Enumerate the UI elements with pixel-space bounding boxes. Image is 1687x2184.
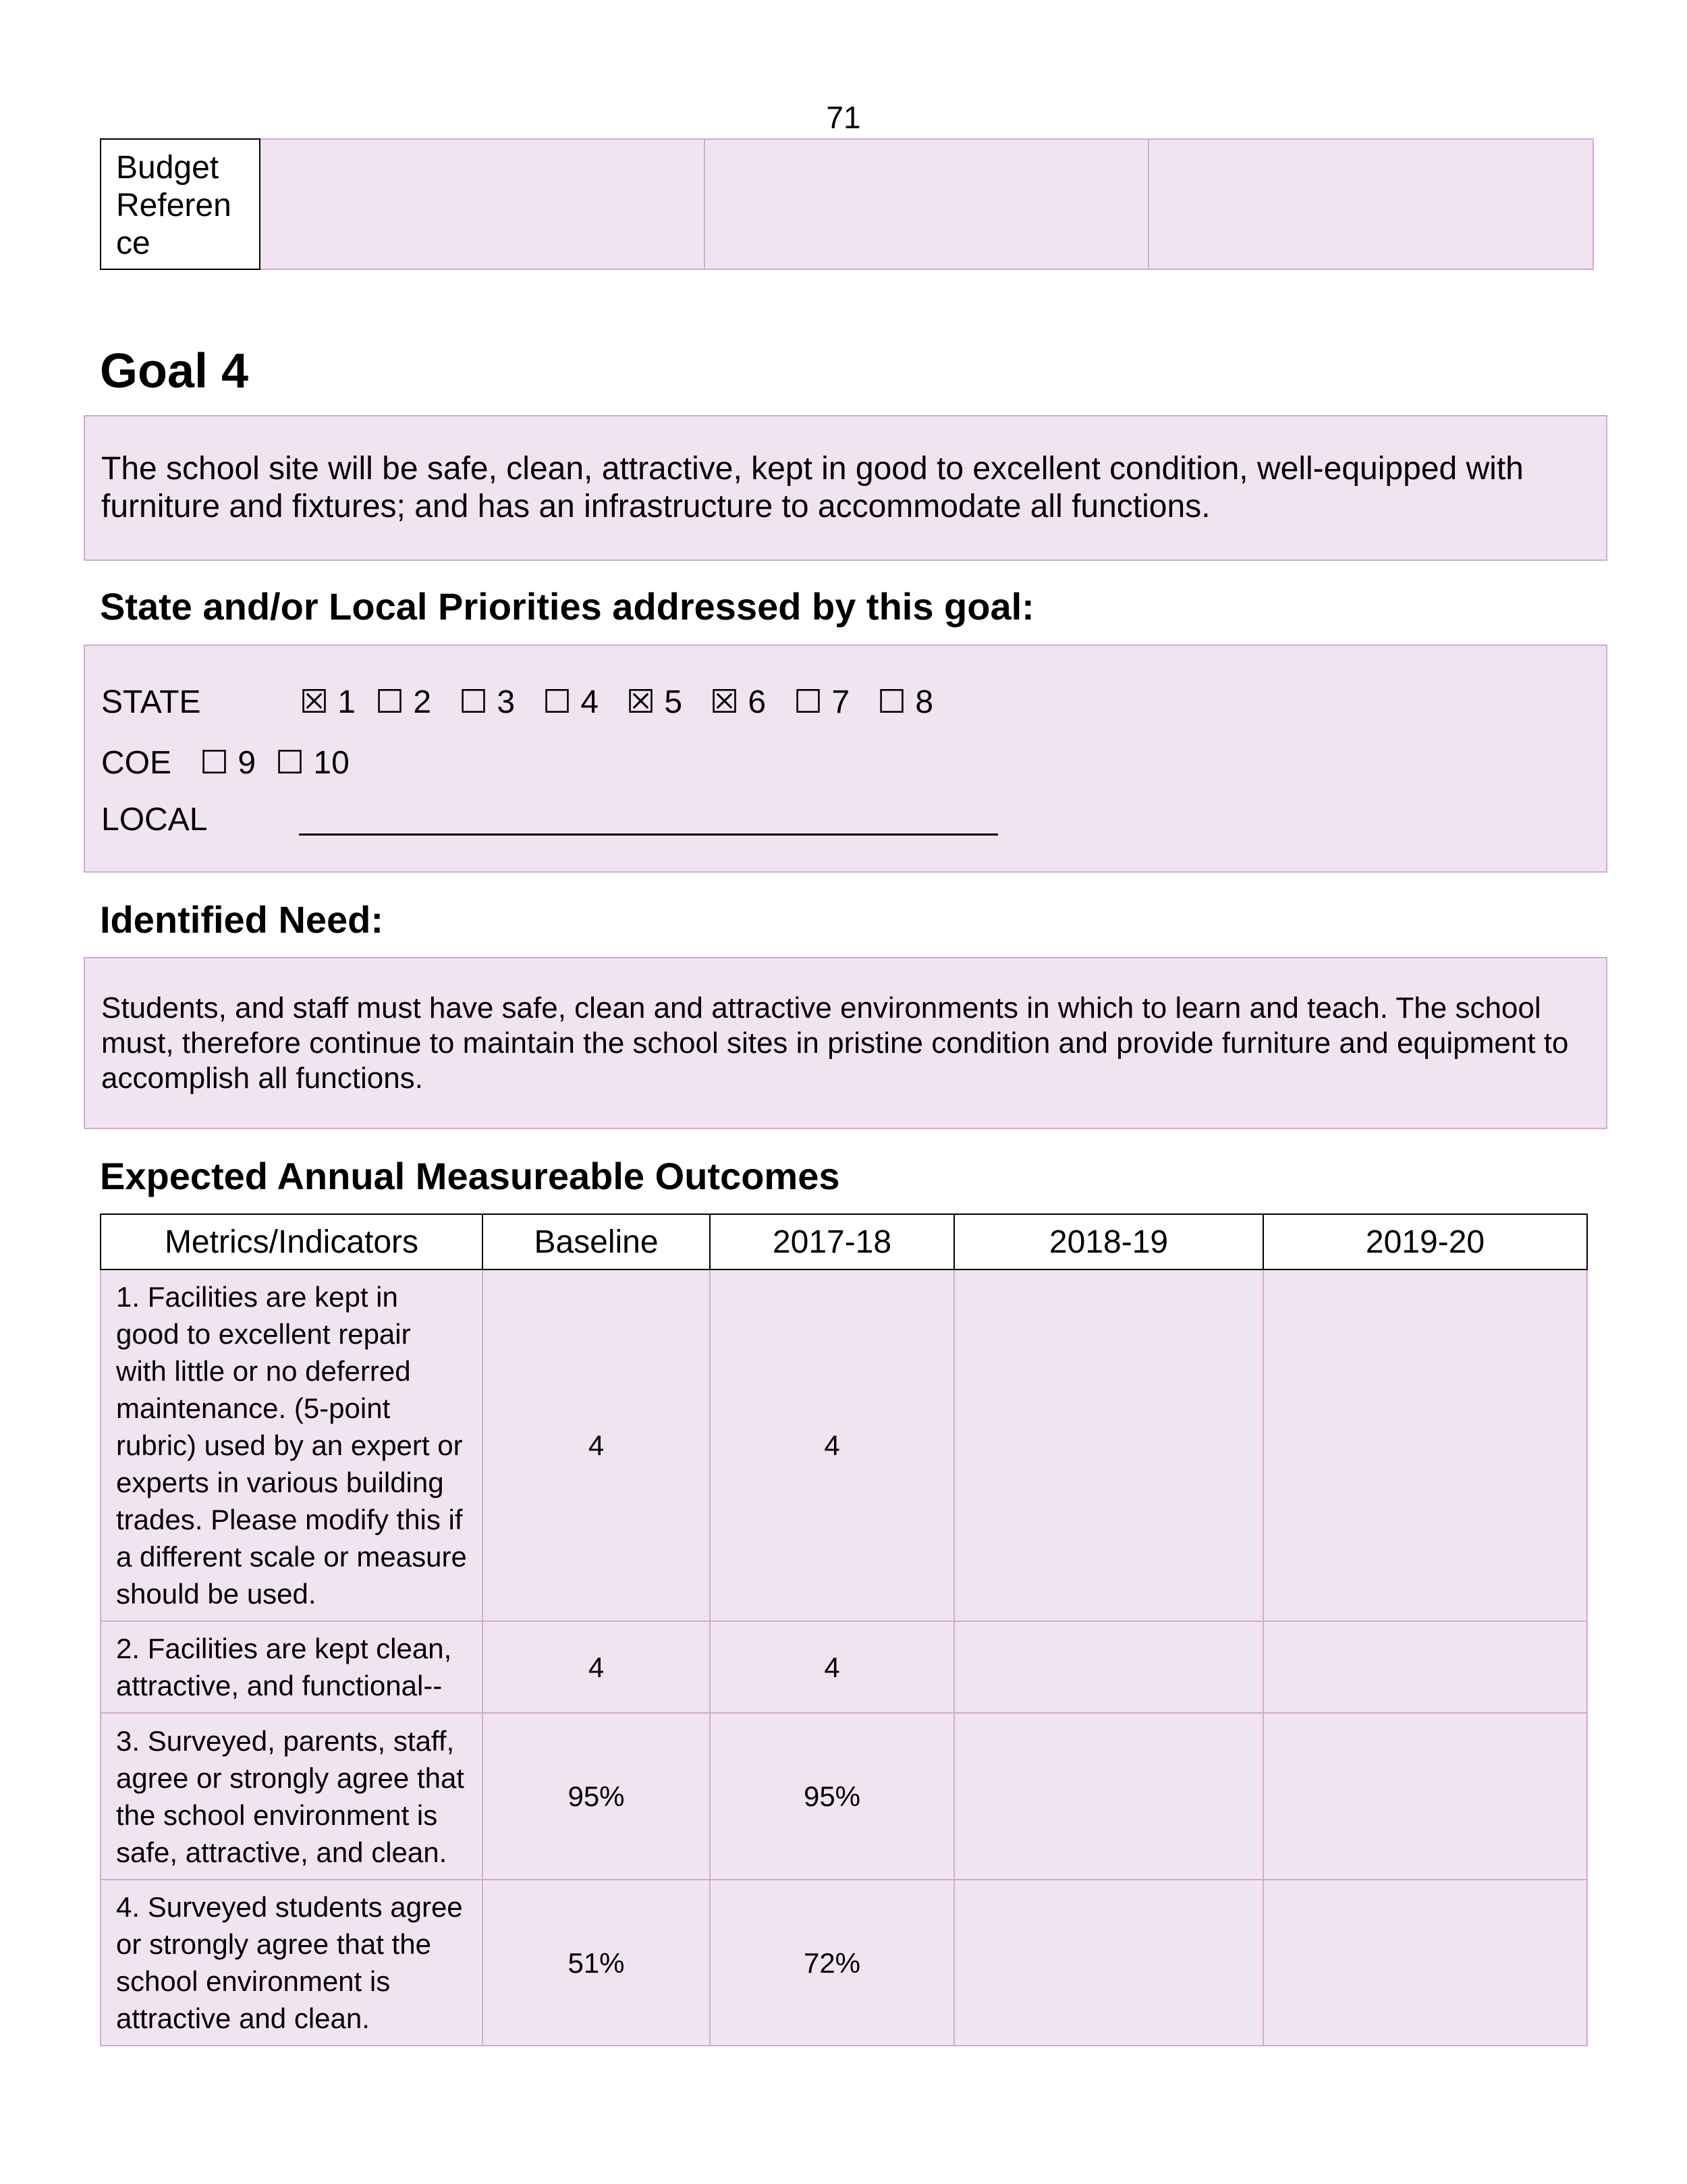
year-2019-20-cell[interactable] (1263, 1621, 1587, 1713)
table-row (101, 1713, 1587, 1880)
state-label: STATE (101, 684, 201, 720)
table-row (101, 1880, 1587, 2046)
budget-reference-cell[interactable] (705, 138, 1150, 270)
baseline-cell: 95% (482, 1713, 710, 1880)
year-2018-19-cell[interactable] (954, 1621, 1263, 1713)
state-priority-checkbox[interactable]: ☒ 6 (710, 684, 767, 720)
budget-reference-cell[interactable] (260, 138, 705, 270)
year-2018-19-cell[interactable] (954, 1713, 1263, 1880)
local-label: LOCAL (101, 802, 208, 838)
year-2017-18-cell: 4 (710, 1621, 954, 1713)
state-priority-checkbox[interactable]: ☐ 8 (877, 684, 934, 720)
metric-cell: 2. Facilities are kept clean, attractive, and functional-- (101, 1621, 482, 1713)
priorities-box (84, 645, 1607, 873)
column-header: Metrics/Indicators (101, 1214, 482, 1270)
year-2017-18-cell: 72% (710, 1880, 954, 2046)
checkbox-icon: ☐ (200, 745, 229, 781)
metric-cell: 4. Surveyed students agree or strongly agree that the school environment is attractive and clean. (101, 1880, 482, 2046)
goal-heading: Goal 4 (100, 344, 249, 398)
goal-description: The school site will be safe, clean, attractive, kept in good to excellent condition, well-equipped with furniture and fixtures; and has an infrastructure to accommodate all functions. (84, 415, 1607, 561)
metric-cell: 1. Facilities are kept in good to excellent repair with little or no deferred maintenance. (5-point rubric) used by an expert or experts in various building trades. Please modify this if a different scale or measure should be used. (101, 1270, 482, 1621)
state-priority-checkbox[interactable]: ☐ 7 (794, 684, 850, 720)
checkbox-icon: ☐ (543, 684, 572, 720)
state-priority-checkbox[interactable]: ☐ 2 (375, 684, 432, 720)
budget-reference-cell[interactable] (1149, 138, 1594, 270)
budget-reference-label: Budget Referen ce (100, 138, 260, 270)
state-priority-checkbox[interactable]: ☒ 5 (626, 684, 683, 720)
year-2018-19-cell[interactable] (954, 1270, 1263, 1621)
outcomes-table (100, 1213, 1588, 2046)
metric-cell: 3. Surveyed, parents, staff, agree or strongly agree that the school environment is safe, attractive, and clean. (101, 1713, 482, 1880)
coe-priority-checkbox[interactable]: ☐ 9 (200, 745, 256, 781)
table-row (101, 1270, 1587, 1621)
coe-label: COE (101, 745, 172, 781)
checkbox-icon: ☐ (794, 684, 823, 720)
outcomes-heading: Expected Annual Measureable Outcomes (100, 1155, 840, 1197)
priorities-heading: State and/or Local Priorities addressed by this goal: (100, 585, 1034, 628)
identified-need-heading: Identified Need: (100, 898, 384, 941)
baseline-cell: 4 (482, 1270, 710, 1621)
budget-reference-table (100, 138, 1594, 270)
column-header: Baseline (482, 1214, 710, 1270)
year-2019-20-cell[interactable] (1263, 1713, 1587, 1880)
year-2017-18-cell: 95% (710, 1713, 954, 1880)
year-2018-19-cell[interactable] (954, 1880, 1263, 2046)
baseline-cell: 51% (482, 1880, 710, 2046)
year-2019-20-cell[interactable] (1263, 1880, 1587, 2046)
state-priority-checkbox[interactable]: ☐ 4 (543, 684, 599, 720)
checkbox-icon: ☐ (459, 684, 489, 720)
year-2019-20-cell[interactable] (1263, 1270, 1587, 1621)
checkbox-icon: ☐ (375, 684, 405, 720)
checkbox-icon: ☐ (275, 745, 305, 781)
year-2017-18-cell: 4 (710, 1270, 954, 1621)
table-header-row (101, 1214, 1587, 1270)
baseline-cell: 4 (482, 1621, 710, 1713)
checkbox-icon: ☒ (710, 684, 740, 720)
column-header: 2019-20 (1263, 1214, 1587, 1270)
table-row (101, 1621, 1587, 1713)
local-priority-blank[interactable] (299, 834, 998, 836)
state-priority-checkbox[interactable]: ☐ 3 (459, 684, 516, 720)
column-header: 2018-19 (954, 1214, 1263, 1270)
checkbox-icon: ☐ (877, 684, 907, 720)
identified-need-text: Students, and staff must have safe, clean and attractive environments in which to learn and teach. The school must, therefore continue to maintain the school sites in pristine condition and provide furniture and equipment to accomplish all functions. (84, 957, 1607, 1129)
checkbox-icon: ☒ (626, 684, 656, 720)
column-header: 2017-18 (710, 1214, 954, 1270)
state-priority-checkbox[interactable]: ☒ 1 (300, 684, 356, 720)
checkbox-icon: ☒ (300, 684, 329, 720)
coe-priority-checkbox[interactable]: ☐ 10 (275, 745, 350, 781)
page-number: 71 (826, 100, 861, 135)
